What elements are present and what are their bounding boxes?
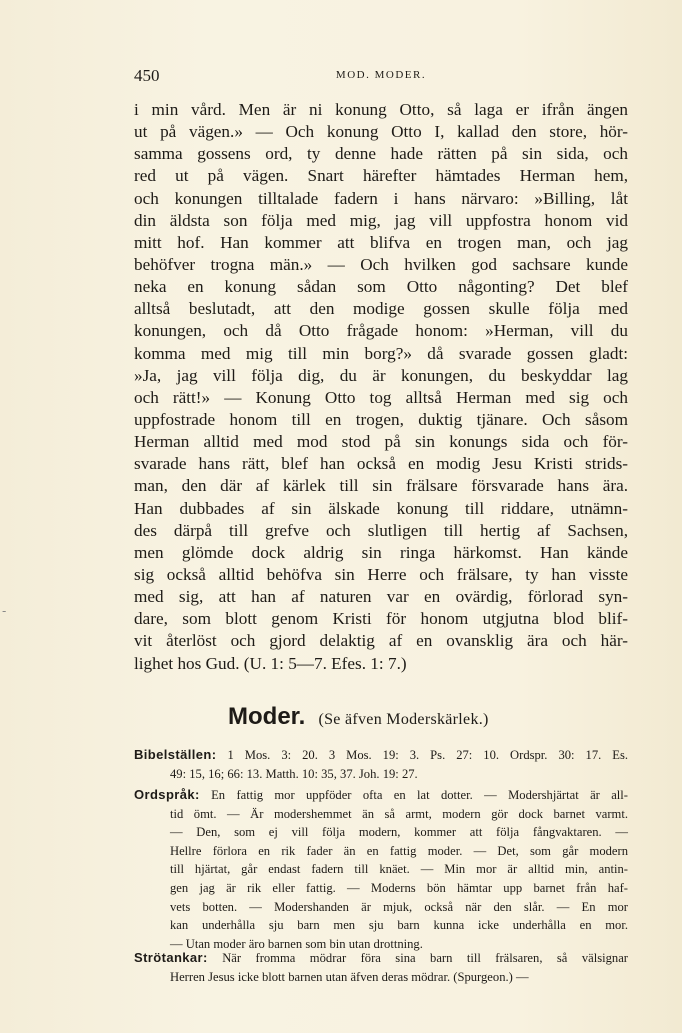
body-line: i min vård. Men är ni konung Otto, så laga er ifrån ängen [134, 100, 628, 119]
strotankar-line: Herren Jesus icke blott barnen utan äfven deras mödrar. (Spurgeon.) — [170, 969, 529, 984]
ordsprak-line: — Utan moder äro barnen som bin utan drottning. [170, 936, 423, 951]
body-line: »Ja, jag vill följa dig, du är konungen, du beskyddar lag [134, 365, 628, 385]
body-line: Herman alltid med mod stod på sin konungs sida och för- [134, 432, 628, 452]
body-line: mitt hof. Han kommer att blifva en trogen man, och jag [134, 232, 628, 252]
ordsprak-line: vets botten. — Modershanden är mjuk, också när den slår. — En mor [170, 899, 628, 914]
ordsprak-label: Ordspråk: [134, 787, 200, 802]
ordsprak-line: tid ömt. — Är modershemmet än så armt, modern gör dock barnet varmt. [170, 806, 628, 821]
body-line: ut på vägen.» — Och konung Otto I, kallad den store, hör- [134, 122, 628, 142]
strotankar-text: När fromma mödrar föra sina barn till frälsaren, så välsignar [222, 951, 628, 965]
body-line: alltså beslutadt, att den modige gossen skulle följa med [134, 299, 628, 319]
strotankar-label: Strötankar: [134, 950, 208, 965]
body-line: svarade hans rätt, blef han också en modig Jesu Kristi strids- [134, 454, 628, 474]
ordsprak-block [134, 786, 628, 953]
body-line: din äldsta son följa med mig, jag vill uppfostra honom vid [134, 210, 628, 230]
bibelstallen-line: 49: 15, 16; 66: 13. Matth. 10: 35, 37. Joh. 19: 27. [170, 766, 418, 781]
body-line: samma gossens ord, ty denne hade rätten på sin sida, och [134, 144, 628, 164]
bibelstallen-text: 1 Mos. 3: 20. 3 Mos. 19: 3. Ps. 27: 10. Ordspr. 30: 17. Es. [227, 748, 629, 762]
body-line: red ut på vägen. Snart härefter hämtades Herman hem, [134, 166, 628, 186]
strotankar-block [134, 949, 628, 986]
bibelstallen-label: Bibelställen: [134, 747, 217, 762]
ordsprak-line: Hellre förlora en rik fader än en fattig moder. — Det, som går modern [170, 843, 628, 858]
body-line: komma med mig till min borg?» då svarade gossen gladt: [134, 343, 628, 363]
ordsprak-line: kan underhålla sju barn men sju barn kunna icke underhålla en mor. [170, 918, 628, 933]
page-number: 450 [134, 66, 160, 85]
body-line: men glömde dock aldrig sin ringa härkomst. Han kände [134, 542, 628, 562]
body-line: Han dubbades af sin älskade konung till riddare, utnämn- [134, 498, 628, 518]
body-line: des därpå till grefve och slutligen till hertig af Sachsen, [134, 520, 628, 540]
section-title: Moder. [228, 703, 306, 730]
ordsprak-line: till hjärtat, går endast fadern till knäet. — Min mor är alltid min, antin- [170, 862, 628, 877]
body-line: behöfver trogna män.» — Och hvilken god sachsare kunde [134, 254, 628, 274]
body-line: och konungen tilltalade fadern i hans närvaro: »Billing, låt [134, 188, 628, 208]
body-line: och rätt!» — Konung Otto tog alltså Herman med sig och [134, 387, 628, 407]
body-line: dare, som blott genom Kristi för honom utgjutna blod blif- [134, 609, 628, 629]
ordsprak-line: gen jag är rik eller fattig. — Moderns bön hämtar upp barnet från haf- [170, 880, 628, 895]
body-line: med sig, att han af naturen var en ovärdig, förlorad syn- [134, 587, 628, 607]
ordsprak-text: En fattig mor uppföder ofta en lat dotter. — Modershjärtat är all- [211, 788, 628, 802]
body-text [134, 99, 628, 675]
body-line: lighet hos Gud. (U. 1: 5—7. Efes. 1: 7.) [134, 653, 407, 673]
body-line: konungen, och då Otto frågade honom: »Herman, vill du [134, 321, 628, 341]
running-title: MOD. MODER. [335, 69, 427, 81]
ordsprak-line: — Den, som ej vill följa modern, kommer att följa fångvaktaren. — [170, 825, 628, 840]
body-line: man, den där af kärlek till sin frälsare försvarade hans ära. [134, 476, 628, 496]
body-line: vit återlöst och gjord delaktig af en ovansklig ära och här- [134, 631, 628, 651]
page-header [134, 66, 628, 88]
strotankar-line [134, 949, 628, 968]
bibelstallen-block [134, 746, 628, 783]
body-line: sig också alltid behöfva sin Herre och frälsare, ty han visste [134, 564, 628, 584]
bibelstallen-line [134, 746, 628, 765]
body-line: neka en konung sådan som Otto någonting? Det blef [134, 277, 628, 297]
ordsprak-line [134, 786, 628, 805]
body-line: uppfostrade honom till en trogen, duktig tjänare. Och såsom [134, 409, 628, 429]
section-see-also: (Se äfven Moderskärlek.) [318, 711, 489, 728]
section-heading [228, 703, 648, 735]
margin-mark-icon: - [2, 604, 7, 618]
